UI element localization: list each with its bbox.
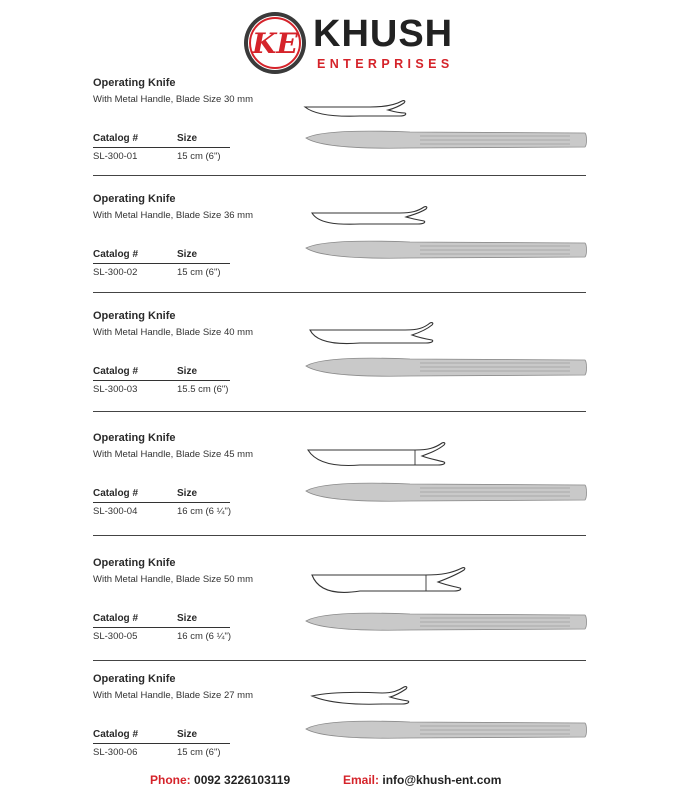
catalog-number: SL-300-02 <box>93 267 138 278</box>
ke-monogram-badge <box>243 11 307 75</box>
product-description: With Metal Handle, Blade Size 30 mm <box>93 94 253 105</box>
knife-illustration <box>300 201 590 271</box>
product-title: Operating Knife <box>93 77 176 89</box>
size-header-label: Size <box>177 249 198 260</box>
knife-illustration <box>300 438 590 508</box>
catalog-table-row <box>93 747 230 761</box>
section-divider <box>93 535 586 536</box>
product-description: With Metal Handle, Blade Size 45 mm <box>93 449 253 460</box>
catalog-table-header <box>93 488 230 503</box>
ke-monogram-text: KE <box>252 27 298 60</box>
product-title: Operating Knife <box>93 310 176 322</box>
product-title: Operating Knife <box>93 432 176 444</box>
catalog-table-header <box>93 249 230 264</box>
product-size: 15 cm (6") <box>177 747 221 758</box>
size-header-label: Size <box>177 133 198 144</box>
size-header-label: Size <box>177 488 198 499</box>
size-header-label: Size <box>177 613 198 624</box>
catalog-header-label: Catalog # <box>93 249 139 260</box>
brand-name: KHUSH <box>313 13 454 55</box>
catalog-number: SL-300-03 <box>93 384 138 395</box>
product-size: 15.5 cm (6") <box>177 384 229 395</box>
section-divider <box>93 292 586 293</box>
phone-contact <box>150 773 290 787</box>
catalog-table-header <box>93 133 230 148</box>
product-description: With Metal Handle, Blade Size 50 mm <box>93 574 253 585</box>
email-address[interactable]: info@khush-ent.com <box>382 773 502 787</box>
product-title: Operating Knife <box>93 193 176 205</box>
catalog-table-row <box>93 631 230 645</box>
catalog-table-header <box>93 366 230 381</box>
catalog-number: SL-300-06 <box>93 747 138 758</box>
product-size: 16 cm (6 ¼") <box>177 631 232 642</box>
catalog-header-label: Catalog # <box>93 366 139 377</box>
size-header-label: Size <box>177 366 198 377</box>
catalog-table-row <box>93 506 230 520</box>
product-description: With Metal Handle, Blade Size 40 mm <box>93 327 253 338</box>
catalog-header-label: Catalog # <box>93 133 139 144</box>
brand-logo <box>243 11 458 75</box>
email-label: Email: <box>343 773 380 787</box>
section-divider <box>93 411 586 412</box>
product-description: With Metal Handle, Blade Size 27 mm <box>93 690 253 701</box>
phone-number: 0092 3226103119 <box>194 773 291 787</box>
catalog-number: SL-300-01 <box>93 151 138 162</box>
brand-subtitle: ENTERPRISES <box>317 57 454 71</box>
knife-illustration <box>300 95 590 165</box>
product-size: 15 cm (6") <box>177 151 221 162</box>
catalog-table-row <box>93 267 230 281</box>
knife-illustration <box>300 318 590 388</box>
product-title: Operating Knife <box>93 557 176 569</box>
catalog-number: SL-300-04 <box>93 506 138 517</box>
product-size: 15 cm (6") <box>177 267 221 278</box>
catalog-table-header <box>93 613 230 628</box>
product-size: 16 cm (6 ¼") <box>177 506 232 517</box>
section-divider <box>93 660 586 661</box>
catalog-table-row <box>93 151 230 165</box>
product-title: Operating Knife <box>93 673 176 685</box>
catalog-header-label: Catalog # <box>93 488 139 499</box>
knife-illustration <box>300 683 590 753</box>
catalog-table-row <box>93 384 230 398</box>
section-divider <box>93 175 586 176</box>
catalog-header-label: Catalog # <box>93 613 139 624</box>
catalog-number: SL-300-05 <box>93 631 138 642</box>
knife-illustration <box>300 563 590 633</box>
product-description: With Metal Handle, Blade Size 36 mm <box>93 210 253 221</box>
catalog-header-label: Catalog # <box>93 729 139 740</box>
size-header-label: Size <box>177 729 198 740</box>
email-contact <box>343 773 501 787</box>
catalog-table-header <box>93 729 230 744</box>
phone-label: Phone: <box>150 773 191 787</box>
